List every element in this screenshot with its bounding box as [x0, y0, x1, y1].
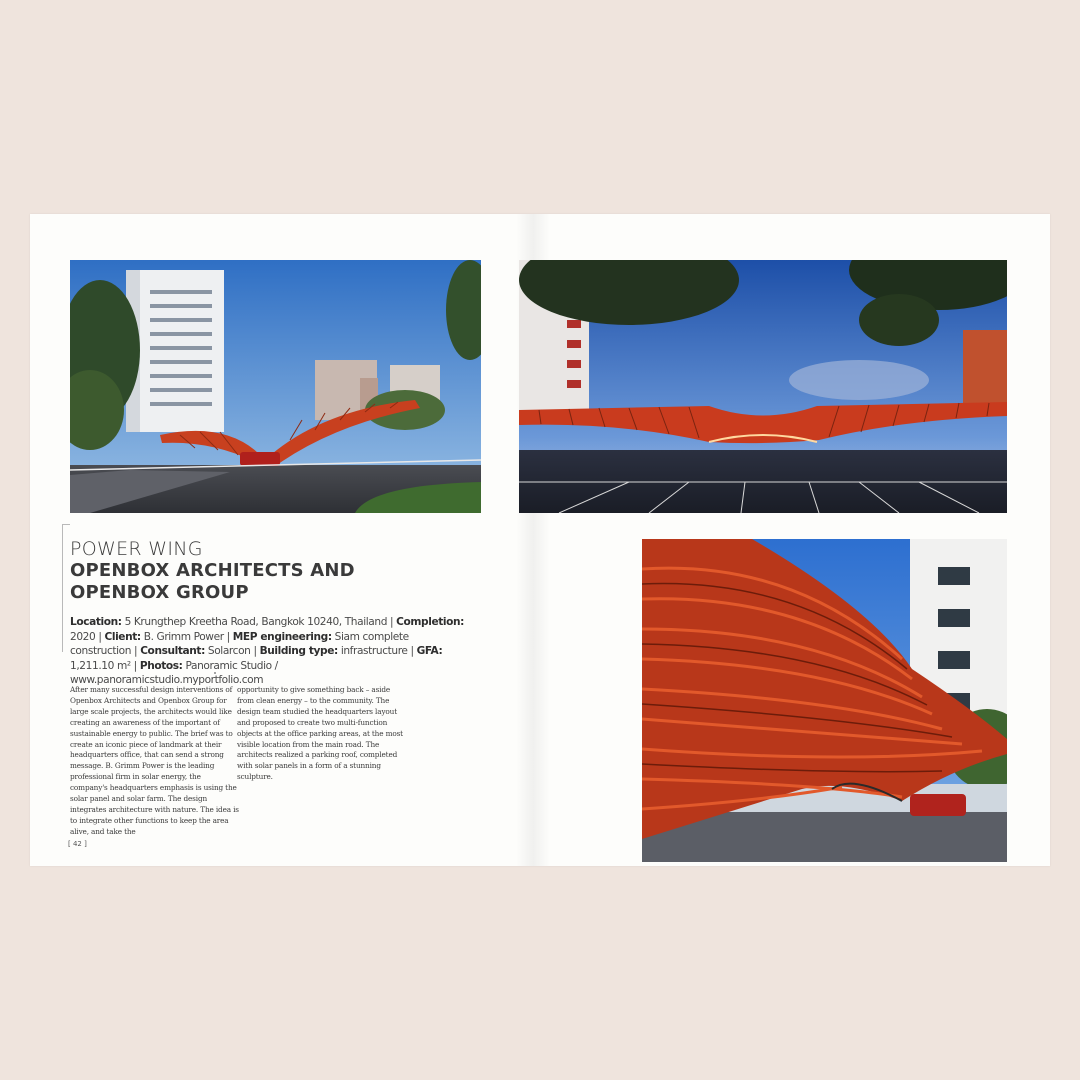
consultant-label: Consultant: — [140, 645, 205, 657]
magazine-spread — [30, 214, 1050, 866]
photos-value: Panoramic Studio / www.panoramicstudio.myportfolio.com — [70, 659, 278, 686]
gfa-label: GFA: — [416, 645, 443, 657]
project-name: POWER WING — [70, 538, 203, 560]
firm-name-line-2: OPENBOX GROUP — [70, 582, 249, 603]
gfa-value: 1,211.10 m² | — [70, 659, 140, 672]
completion-value: 2020 | — [70, 630, 105, 643]
photos-label: Photos: — [139, 659, 183, 672]
location-value: 5 Krungthep Kreetha Road, Bangkok 10240, Thailand | — [121, 616, 397, 628]
body-column-2: opportunity to give something back – aside from clean energy – to the community. The design team studied the headquarters layout and proposed to create two multi-function objects at the office parking areas, at the most visible location from the main road. The architects realized a parking roof, completed with solar panels in a form of a stunning sculpture. — [237, 685, 403, 782]
building-type-value: infrastructure | — [337, 645, 417, 657]
client-value: B. Grimm Power | — [140, 630, 233, 643]
completion-label: Completion: — [396, 616, 464, 628]
consultant-value: Solarcon | — [204, 645, 260, 657]
firm-name-line-1: OPENBOX ARCHITECTS AND — [70, 560, 355, 581]
title-rule — [62, 524, 63, 652]
mep-value: Siam complete construction | — [70, 630, 409, 657]
page-number: [ 42 ] — [68, 840, 87, 848]
photo-daytime-canopy — [70, 260, 481, 513]
separator-dot — [214, 672, 216, 674]
building-type-label: Building type: — [259, 645, 338, 657]
location-label: Location: — [70, 616, 122, 628]
photo-canopy-closeup — [642, 539, 1007, 862]
client-label: Client: — [104, 630, 141, 643]
article-title-block — [70, 534, 470, 604]
title-rule-top — [62, 524, 70, 525]
project-credits — [70, 615, 470, 688]
photo-dusk-canopy — [519, 260, 1007, 513]
body-column-1: After many successful design interventions of Openbox Architects and Openbox Group for large scale projects, the architects would like creating an awareness of the important of sustainable energy to public. The brief was to create an iconic piece of landmark at their headquarters office, that can send a strong message. B. Grimm Power is the leading professional firm in solar energy, the company's headquarters emphasis is using the solar panel and solar farm. The design integrates architecture with nature. The idea is to integrate other functions to keep the area alive, and take the — [70, 685, 239, 836]
mep-label: MEP engineering: — [232, 630, 332, 643]
